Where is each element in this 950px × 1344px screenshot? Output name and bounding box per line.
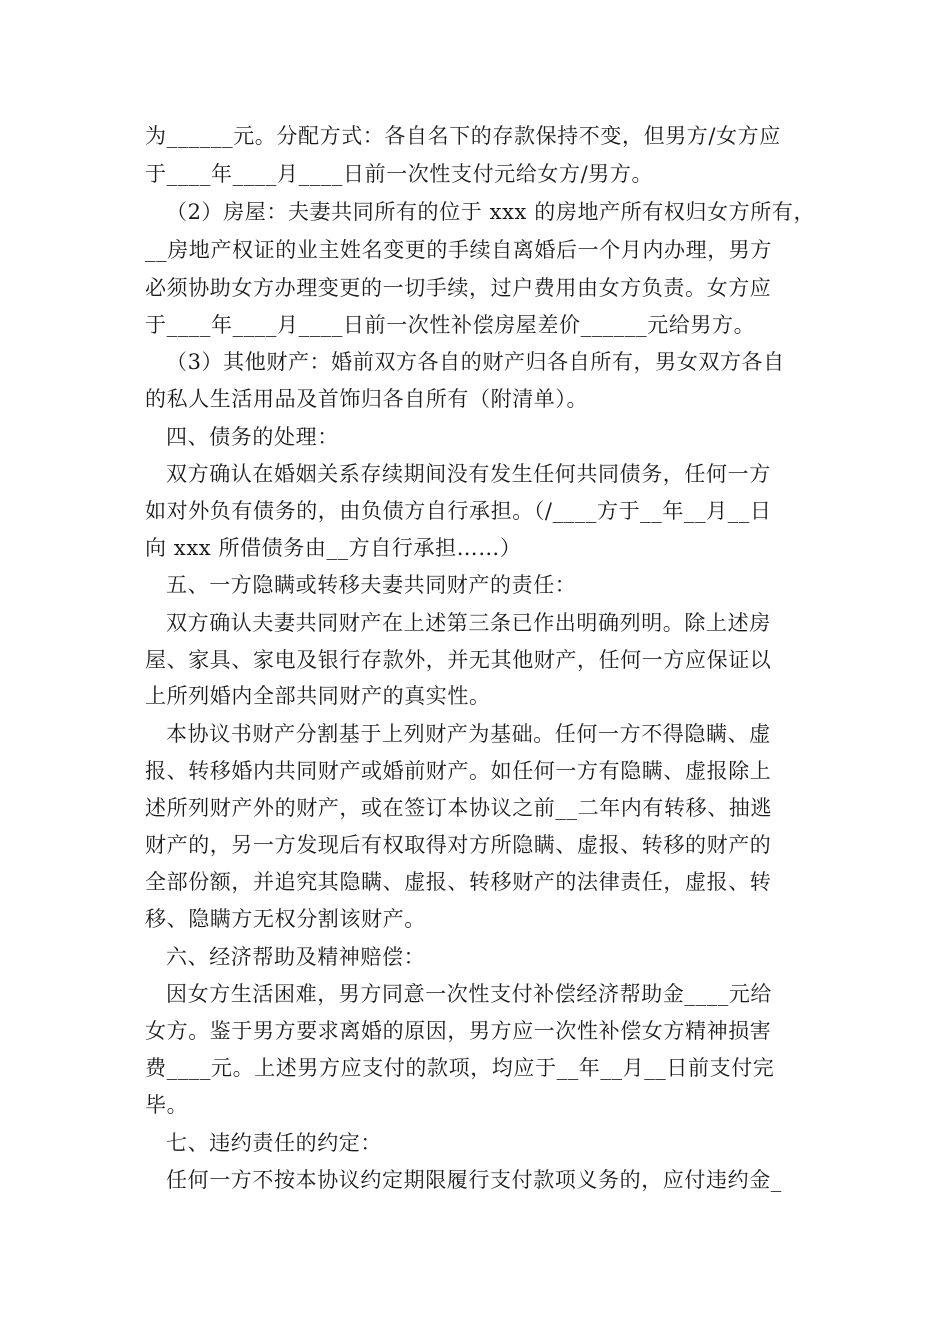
text-line: 于____年____月____日前一次性补偿房屋差价______元给男方。 bbox=[145, 313, 756, 337]
text-line: 于____年____月____日前一次性支付元给女方/男方。 bbox=[145, 162, 654, 186]
text-line: 为______元。分配方式：各自名下的存款保持不变，但男方/女方应 bbox=[145, 124, 781, 148]
text-line: 本协议书财产分割基于上列财产为基础。任何一方不得隐瞒、虚 bbox=[166, 722, 771, 746]
text-line: 全部份额，并追究其隐瞒、虚报、转移财产的法律责任，虚报、转 bbox=[145, 870, 772, 894]
text-line: 必须协助女方办理变更的一切手续，过户费用由女方负责。女方应 bbox=[145, 276, 772, 300]
text-line: 上所列婚内全部共同财产的真实性。 bbox=[145, 684, 491, 708]
text-line: 任何一方不按本协议约定期限履行支付款项义务的，应付违约金_ bbox=[166, 1168, 782, 1192]
text-line: 屋、家具、家电及银行存款外，并无其他财产，任何一方应保证以 bbox=[145, 648, 772, 672]
text-line: 述所列财产外的财产，或在签订本协议之前__二年内有转移、抽逃 bbox=[145, 796, 772, 820]
section-heading: 四、债务的处理： bbox=[166, 425, 339, 449]
text-line: 女方。鉴于男方要求离婚的原因，男方应一次性补偿女方精神损害 bbox=[145, 1019, 772, 1043]
text-line: 报、转移婚内共同财产或婚前财产。如任何一方有隐瞒、虚报除上 bbox=[145, 759, 772, 783]
text-line: 的私人生活用品及首饰归各自所有（附清单）。 bbox=[145, 387, 589, 411]
text-line: 财产的，另一方发现后有权取得对方所隐瞒、虚报、转移的财产的 bbox=[145, 833, 772, 857]
text-line: 移、隐瞒方无权分割该财产。 bbox=[145, 907, 426, 931]
text-line: 因女方生活困难，男方同意一次性支付补偿经济帮助金____元给 bbox=[166, 982, 772, 1006]
section-heading: 五、一方隐瞒或转移夫妻共同财产的责任： bbox=[166, 573, 577, 597]
text-line: 双方确认夫妻共同财产在上述第三条已作出明确列明。除上述房 bbox=[166, 611, 771, 635]
text-line: 费____元。上述男方应支付的款项，均应于__年__月__日前支付完 bbox=[145, 1056, 775, 1080]
text-line: （2）房屋：夫妻共同所有的位于 xxx 的房地产所有权归女方所有， bbox=[166, 200, 816, 224]
section-heading: 七、违约责任的约定： bbox=[166, 1131, 382, 1155]
text-line: 双方确认在婚姻关系存续期间没有发生任何共同债务，任何一方 bbox=[166, 462, 771, 486]
text-line: （3）其他财产：婚前双方各自的财产归各自所有，男女双方各自 bbox=[166, 350, 785, 374]
section-heading: 六、经济帮助及精神赔偿： bbox=[166, 945, 426, 969]
text-line: 向 xxx 所借债务由__方自行承担……） bbox=[145, 536, 522, 560]
text-line: 如对外负有债务的，由负债方自行承担。（/____方于__年__月__日 bbox=[145, 499, 772, 523]
text-line: 毕。 bbox=[145, 1093, 189, 1117]
text-line: __房地产权证的业主姓名变更的手续自离婚后一个月内办理，男方 bbox=[145, 238, 772, 262]
